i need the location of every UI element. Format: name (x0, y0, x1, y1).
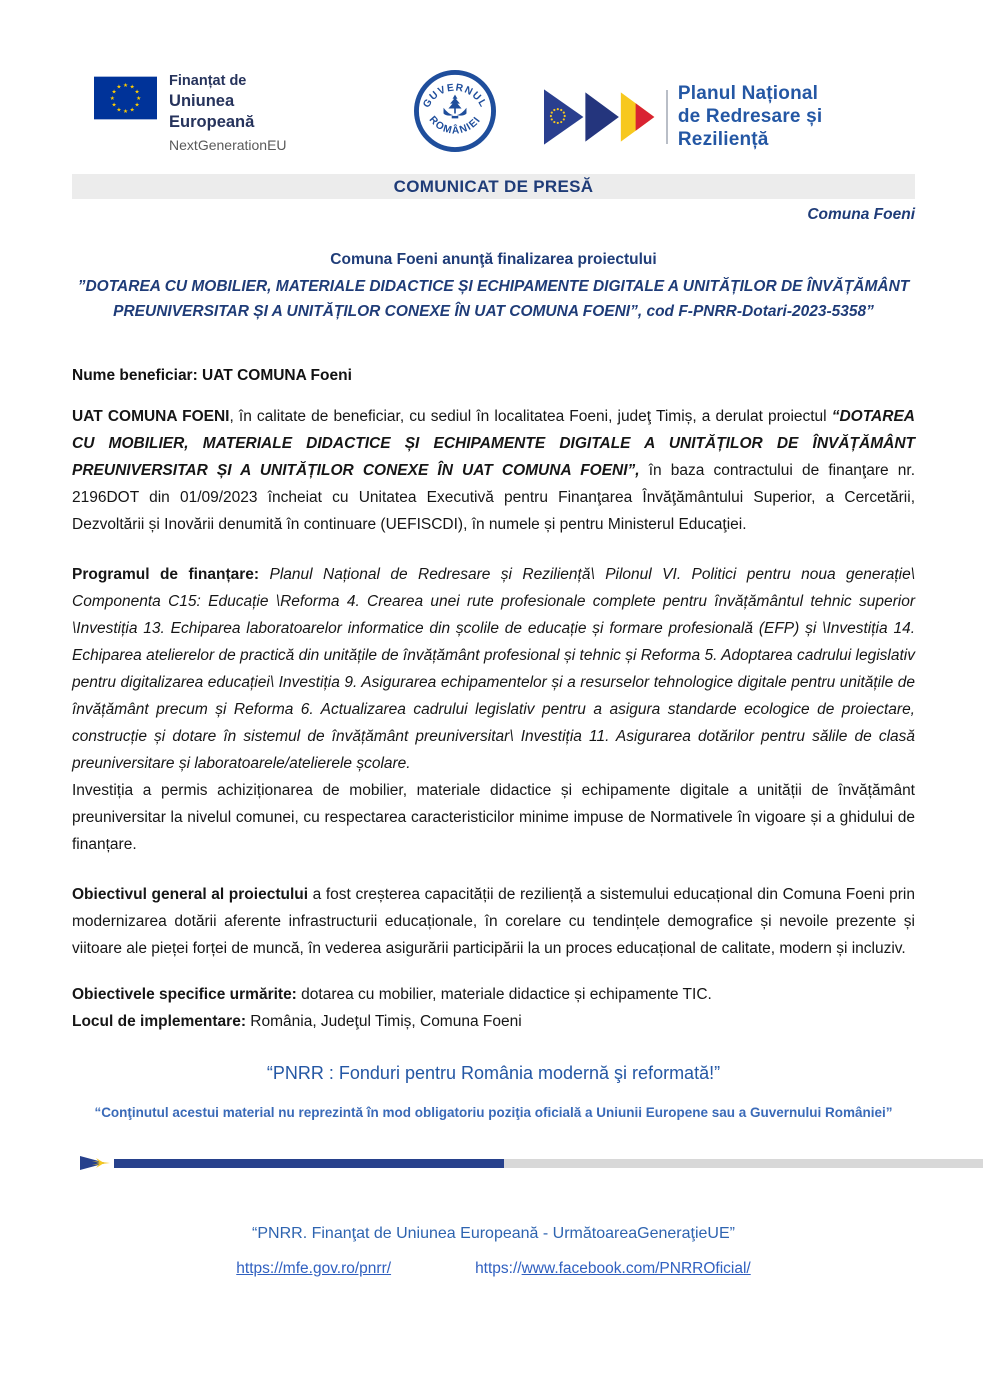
svg-text:★: ★ (134, 89, 140, 96)
pnrr-slogan: “PNRR : Fonduri pentru România modernă şi reformată!” (266, 1063, 721, 1083)
project-title: ”DOTAREA CU MOBILIER, MATERIALE DIDACTICE ȘI ECHIPAMENTE DIGITALE A UNITĂȚILOR DE ÎNVĂȚĂMÂNT PREUNIVERSITAR ȘI A UNITĂȚILOR CONEXE ÎN UAT COMUNA FOENI”, cod F-PNRR-Dotari-2023-5358” (77, 278, 910, 320)
government-seal-icon (414, 70, 496, 152)
general-objective-label: Obiectivul general al proiectului (72, 886, 309, 903)
eu-flag-icon (94, 76, 157, 120)
press-release-title-bar (72, 174, 915, 199)
specific-objectives-block (72, 981, 915, 1035)
svg-text:★: ★ (136, 96, 142, 103)
svg-text:★: ★ (109, 96, 115, 103)
svg-text:★: ★ (122, 109, 129, 116)
svg-text:GUVERNUL: GUVERNUL (420, 82, 489, 110)
investment-summary: Investiția a permis achiziționarea de mobilier, materiale didactice și echipamente digitale a unității de învățământ preuniversitar la nivelul comunei, cu respectarea caracteristicilor minime impuse de Normativele în vigoare și a ghidului de finanțare. (72, 782, 915, 853)
svg-text:ROMÂNIEI: ROMÂNIEI (426, 114, 484, 137)
svg-text:★: ★ (134, 102, 140, 109)
pnrr-logo-line1: Planul Național (677, 83, 819, 104)
svg-text:★: ★ (116, 107, 122, 114)
eu-logo-line2: Uniunea Europeană (169, 92, 255, 131)
disclaimer-text: “Conţinutul acestui material nu reprezintă în mod obligatoriu poziţia oficială a Uniunii Europene sau a Guvernului României” (94, 1105, 893, 1120)
eu-logo-line1: Finanțat de (169, 73, 247, 89)
specific-objectives-line: Obiectivele specifice urmărite: dotarea cu mobilier, materiale didactice și echipamente TIC. (72, 986, 712, 1003)
byline-commune: Comuna Foeni (807, 206, 915, 223)
beneficiary-line: Nume beneficiar: UAT COMUNA Foeni (72, 367, 352, 384)
decorative-separator (80, 1153, 983, 1173)
eu-logo-line3: NextGenerationEU (169, 137, 287, 153)
svg-text:★: ★ (111, 102, 117, 109)
announcement-heading: Comuna Foeni anunţă finalizarea proiectului (330, 251, 657, 268)
pnrr-arrows-icon (544, 88, 660, 146)
beneficiary-name: UAT COMUNA FOENI (72, 408, 230, 425)
header-logos (72, 70, 915, 154)
svg-text:★: ★ (111, 89, 117, 96)
svg-text:★: ★ (129, 84, 135, 91)
paragraph-funding-program (72, 561, 915, 858)
footer-links (72, 1260, 915, 1278)
eu-funding-logo (94, 70, 322, 155)
footer-quote: “PNRR. Finanţat de Uniunea Europeană - UrmătoareaGeneraţieUE” (252, 1225, 735, 1242)
project-title-inline: “DOTAREA CU MOBILIER, MATERIALE DIDACTICE ȘI ECHIPAMENTE DIGITALE A UNITĂȚILOR DE ÎNVĂȚĂMÂNT PREUNIVERSITAR ȘI A UNITĂȚILOR CONEXE ÎN UAT COMUNA FOENI”, (72, 408, 915, 479)
paragraph-beneficiary-details: UAT COMUNA FOENI, în calitate de beneficiar, cu sediul în localitatea Foeni, judeţ Timiș, a derulat proiectul “DOTAREA CU MOBILIER, MATERIALE DIDACTICE ȘI ECHIPAMENTE DIGITALE A UNITĂȚILOR DE ÎNVĂȚĂMÂNT PREUNIVERSITAR ȘI A UNITĂȚILOR CONEXE ÎN UAT COMUNA FOENI”, în baza contractului de finanţare nr. 2196DOT din 01/09/2023 încheiat cu Unitatea Executivă pentru Finanţarea Învăţământului Superior, a Cercetării, Dezvoltării și Inovării denumită în continuare (UEFISCDI), în numele și pentru Ministerul Educaţiei. (72, 408, 916, 533)
paragraph-general-objective: Obiectivul general al proiectului a fost creșterea capacității de reziliență a sistemului educațional din Comuna Foeni prin modernizarea dotării aferente infrastructurii educaționale, în corelare cu tendințele demografice și nevoile prezente și viitoare ale pieței forței de muncă, în vederea asigurării participării la un proces educațional de calitate, modern și incluziv. (72, 886, 915, 957)
mfe-pnrr-link[interactable]: https://mfe.gov.ro/pnrr/ (236, 1260, 392, 1277)
svg-text:★: ★ (129, 107, 135, 114)
press-release-title: COMUNICAT DE PRESĂ (393, 176, 594, 196)
funding-program-label: Programul de finanțare: (72, 566, 270, 583)
pnrr-logo-line2: de Redresare și Reziliență (677, 106, 823, 150)
separator-blue-segment (114, 1159, 504, 1168)
arrow-spark-icon (80, 1153, 114, 1173)
svg-text:★: ★ (122, 82, 129, 89)
government-seal (414, 70, 496, 152)
funding-program-details: Planul Național de Redresare și Reziliență\ Pilonul VI. Politici pentru noua generație\ Componenta C15: Educație \Reforma 4. Crearea unei rute profesionale complete pentru învățământul tehnic superior \Investiția 13. Echiparea laboratoarelor informatice din școlile de educație și formare profesională (EFP) și \Investiția 14. Echiparea atelierelor de practică din unitățile de învățământ profesional și tehnic și Reforma 5. Adoptarea cadrului legislativ pentru digitalizarea educației\ Investiția 9. Asigurarea echipamentelor și a resurselor tehnologice digitale pentru unitățile de învățământ precum și Reforma 6. Actualizarea cadrului legislativ pentru a asigura standarde ecologice de proiectare, construcție și dotare în sistemul de învățământ preuniversitar\ Investiția 11. Asigurarea dotărilor pentru sălile de clasă preuniversitare și laboratoarele/atelierele școlare. (72, 566, 915, 772)
svg-text:★: ★ (116, 84, 122, 91)
separator-gray-segment (504, 1159, 983, 1168)
implementation-location-line: Locul de implementare: România, Judeţul Timiș, Comuna Foeni (72, 1013, 522, 1030)
pnrr-logo (544, 82, 915, 151)
pnrr-logo-divider (666, 90, 668, 144)
facebook-pnrr-link[interactable]: https://www.facebook.com/PNRROficial/ (475, 1260, 751, 1277)
